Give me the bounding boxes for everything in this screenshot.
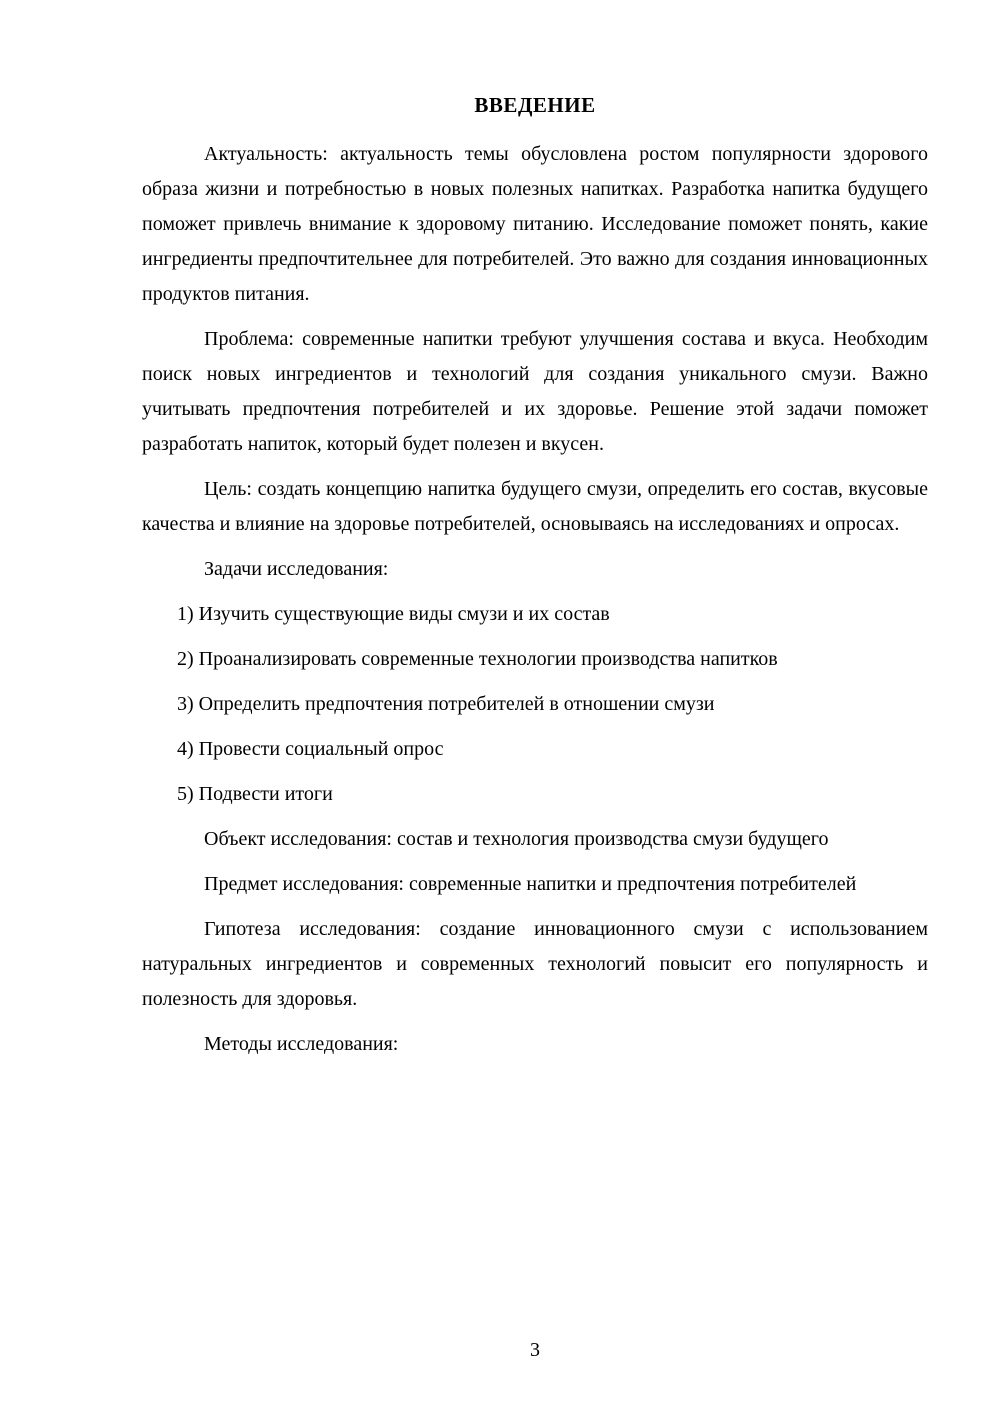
paragraph-relevance: Актуальность: актуальность темы обусловлена ростом популярности здорового образа жизни и потребностью в новых полезных напитках. Разработка напитка будущего поможет привлечь внимание к здоровому питанию. Исследование поможет понять, какие ингредиенты предпочтительнее для потребителей. Это важно для создания инновационных продуктов питания.	[142, 143, 928, 305]
paragraph-tasks-heading: Задачи исследования:	[204, 558, 389, 580]
list-item-task-4: 4) Провести социальный опрос	[177, 738, 444, 760]
list-item-task-5: 5) Подвести итоги	[177, 783, 333, 805]
page-number: 3	[530, 1339, 540, 1361]
paragraph-goal: Цель: создать концепцию напитка будущего смузи, определить его состав, вкусовые качества и влияние на здоровье потребителей, основываясь на исследованиях и опросах.	[142, 478, 928, 535]
paragraph-problem: Проблема: современные напитки требуют улучшения состава и вкуса. Необходим поиск новых ингредиентов и технологий для создания уникального смузи. Важно учитывать предпочтения потребителей и их здоровье. Решение этой задачи поможет разработать напиток, который будет полезен и вкусен.	[142, 328, 928, 455]
paragraph-subject: Предмет исследования: современные напитки и предпочтения потребителей	[204, 873, 857, 895]
page-title: ВВЕДЕНИЕ	[474, 93, 596, 117]
list-item-task-2: 2) Проанализировать современные технологии производства напитков	[177, 648, 778, 670]
paragraph-object: Объект исследования: состав и технология производства смузи будущего	[204, 828, 829, 850]
list-item-task-3: 3) Определить предпочтения потребителей в отношении смузи	[177, 693, 715, 715]
paragraph-hypothesis: Гипотеза исследования: создание инновационного смузи с использованием натуральных ингредиентов и современных технологий повысит его популярность и полезность для здоровья.	[142, 918, 928, 1010]
paragraph-methods-heading: Методы исследования:	[204, 1033, 399, 1055]
list-item-task-1: 1) Изучить существующие виды смузи и их состав	[177, 603, 610, 625]
